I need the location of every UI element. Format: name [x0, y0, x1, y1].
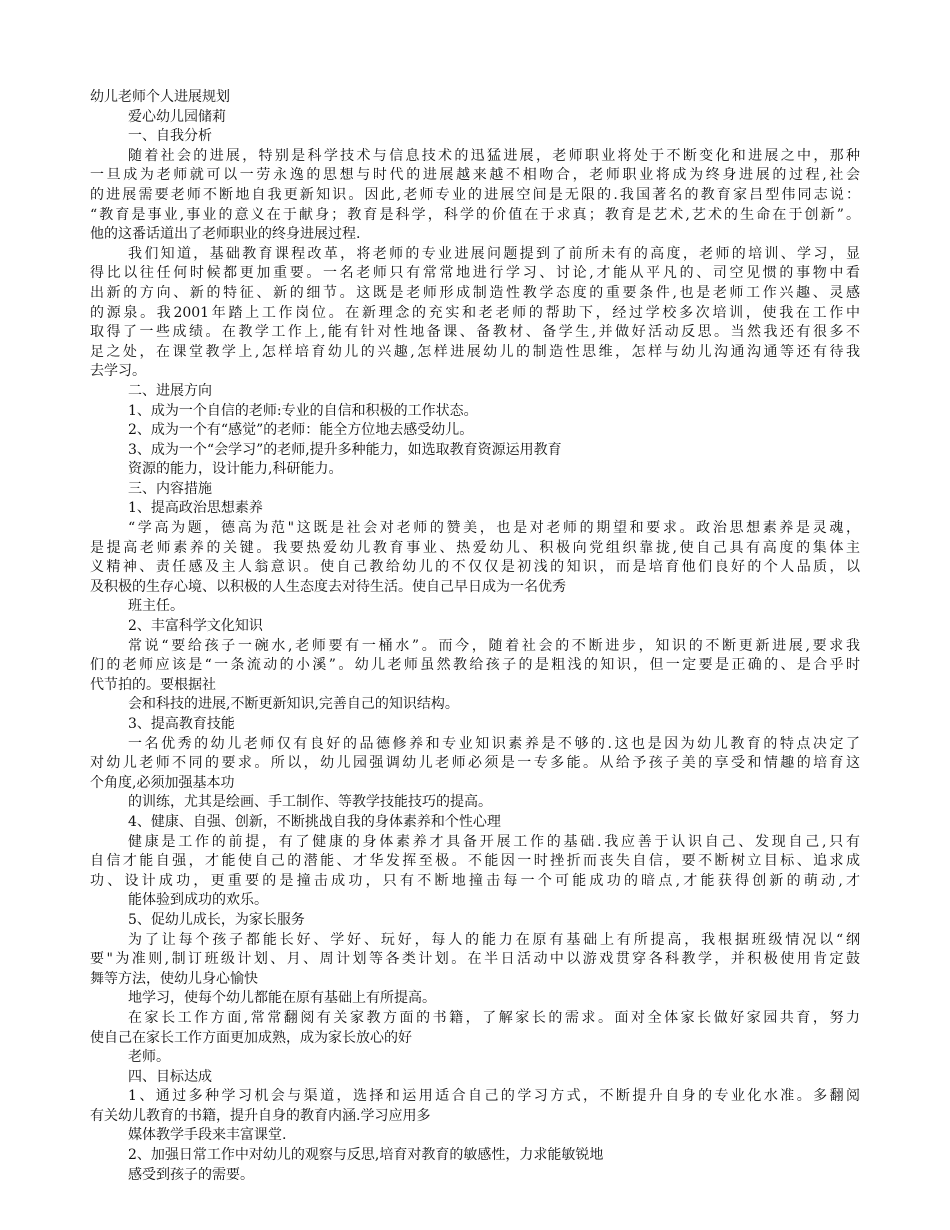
text-line: 及积极的生存心境、以积极的人生态度去对待生活。使自己早日成为一名优秀 — [90, 578, 566, 595]
text-line: 1、提高政治思想素养 — [128, 500, 263, 517]
text-line: 为了让每个孩子都能长好、学好、玩好，每人的能力在原有基础上有所提高，我根据班级情况以“纲 — [128, 931, 860, 948]
text-line: 4、健康、自强、创新，不断挑战自我的身体素养和个性心理 — [128, 813, 501, 830]
text-line: 3、成为一个“会学习”的老师,提升多种能力，如选取教育资源运用教育 — [128, 441, 562, 458]
text-line: 3、提高教育技能 — [128, 716, 235, 732]
text-line: 得比以往任何时候都更加重要。一名老师只有常常地进行学习、讨论,才能从平凡的、司空见惯的事物中看 — [90, 265, 860, 282]
text-line: 媒体教学手段来丰富课堂. — [128, 1127, 287, 1144]
text-line: 班主任。 — [128, 598, 184, 615]
text-line: 资源的能力，设计能力,科研能力。 — [128, 461, 343, 478]
text-line: 个角度,必须加强基本功 — [90, 774, 235, 791]
text-line: 老师。 — [128, 1049, 170, 1066]
text-line: 1、通过多种学习机会与渠道，选择和运用适合自己的学习方式，不断提升自身的专业化水准。多翻阅 — [128, 1088, 860, 1105]
text-line: 随着社会的进展，特别是科学技术与信息技术的迅猛进展，老师职业将处于不断变化和进展之中，那种 — [128, 147, 860, 164]
text-line: 三、内容措施 — [128, 480, 212, 497]
document-page — [90, 88, 860, 1185]
text-line: 2、丰富科学文化知识 — [128, 618, 263, 635]
text-line: 2、成为一个有“感觉”的老师：能全方位地去感受幼儿。 — [128, 422, 474, 439]
text-line: 2、加强日常工作中对幼儿的观察与反思,培育对教育的敏感性，力求能敏锐地 — [128, 1147, 604, 1164]
text-line: 四、目标达成 — [128, 1068, 212, 1085]
text-line: 自信才能自强，才能使自己的潜能、才华发挥至极。不能因一时挫折而丧失自信，要不断树立目标、追求成 — [90, 853, 860, 870]
text-line: 一旦成为老师就可以一劳永逸的思想与时代的进展越来越不相吻合，老师职业将成为终身进展的过程,社会 — [90, 167, 860, 184]
text-line: 义精神、责任感及主人翁意识。使自己教给幼儿的不仅仅是初浅的知识，而是培育他们良好的个人品质，以 — [90, 559, 860, 576]
text-line: 的源泉。我2001年踏上工作岗位。在新理念的充实和老老师的帮助下，经过学校多次培训，使我在工作中 — [90, 304, 860, 321]
text-line: 二、进展方向 — [128, 382, 212, 399]
text-line: 我们知道，基础教育课程改革，将老师的专业进展问题提到了前所未有的高度，老师的培训、学习，显 — [128, 245, 860, 262]
text-line: 他的这番话道出了老师职业的终身进展过程. — [90, 226, 361, 243]
text-line: 一名优秀的幼儿老师仅有良好的品德修养和专业知识素养是不够的.这也是因为幼儿教育的特点决定了 — [128, 735, 860, 752]
text-line: 舞等方法，使幼儿身心愉快 — [90, 970, 258, 987]
text-line: 的进展需要老师不断地自我更新知识。因此,老师专业的进展空间是无限的.我国著名的教育家吕型伟同志说： — [90, 186, 860, 203]
text-line: 使自己在家长工作方面更加成熟，成为家长放心的好 — [90, 1029, 412, 1046]
text-line: 1、成为一个自信的老师:专业的自信和积极的工作状态。 — [128, 402, 478, 419]
document-author: 爱心幼儿园储莉 — [128, 108, 226, 125]
text-line: 有关幼儿教育的书籍，提升自身的教育内涵.学习应用多 — [90, 1107, 431, 1124]
text-line: 取得了一些成绩。在教学工作上,能有针对性地备课、备教材、备学生,并做好活动反思。当然我还有很多不 — [90, 324, 860, 341]
text-line: 去学习。 — [90, 363, 146, 380]
document-body — [90, 127, 860, 1185]
text-line: 感受到孩子的需要。 — [128, 1166, 254, 1183]
text-line: 一、自我分析 — [128, 128, 212, 145]
text-line: 们的老师应该是“一条流动的小溪”。幼儿老师虽然教给孩子的是粗浅的知识，但一定要是正确的、是合乎时 — [90, 657, 860, 674]
text-line: 在家长工作方面,常常翻阅有关家教方面的书籍，了解家长的需求。面对全体家长做好家园共育，努力 — [128, 1009, 860, 1026]
text-line: 对幼儿老师不同的要求。所以，幼儿园强调幼儿老师必须是一专多能。从给予孩子美的享受和情趣的培育这 — [90, 755, 860, 772]
text-line: 功、设计成功，更重要的是撞击成功，只有不断地撞击每一个可能成功的暗点,才能获得创新的萌动,才 — [90, 872, 860, 889]
text-line: 是提高老师素养的关键。我要热爱幼儿教育事业、热爱幼儿、积极向党组织靠拢,使自己具有高度的集体主 — [90, 539, 860, 556]
text-line: 的训练，尤其是绘画、手工制作、等教学技能技巧的提高。 — [128, 794, 492, 811]
text-line: 地学习，使每个幼儿都能在原有基础上有所提高。 — [128, 990, 436, 1007]
text-line: 足之处，在课堂教学上,怎样培育幼儿的兴趣,怎样进展幼儿的制造性思维，怎样与幼儿沟通沟通等还有待我 — [90, 343, 860, 360]
text-line: “学高为题，德高为范"这既是社会对老师的赞美，也是对老师的期望和要求。政治思想素养是灵魂， — [128, 520, 860, 537]
text-line: 代节拍的。要根据社 — [90, 676, 216, 693]
text-line: 会和科技的进展,不断更新知识,完善自己的知识结构。 — [128, 696, 459, 713]
text-line: 5、促幼儿成长，为家长服务 — [128, 911, 305, 928]
text-line: 能体验到成功的欢乐。 — [128, 892, 268, 909]
text-line: “教育是事业,事业的意义在于献身；教育是科学，科学的价值在于求真；教育是艺术,艺术的生命在于创新”。 — [90, 206, 860, 223]
text-line: 健康是工作的前提，有了健康的身体素养才具备开展工作的基础.我应善于认识自己、发现自己,只有 — [128, 833, 860, 850]
text-line: 要"为准则,制订班级计划、月、周计划等各类计划。在半日活动中以游戏贯穿各科教学，并积极使用肯定鼓 — [90, 951, 860, 968]
text-line: 出新的方向、新的特征、新的细节。这既是老师形成制造性教学态度的重要条件,也是老师工作兴趣、灵感 — [90, 284, 860, 301]
text-line: 常说“要给孩子一碗水,老师要有一桶水”。而今，随着社会的不断进步，知识的不断更新进展,要求我 — [128, 637, 860, 654]
document-title: 幼儿老师个人进展规划 — [90, 89, 230, 105]
